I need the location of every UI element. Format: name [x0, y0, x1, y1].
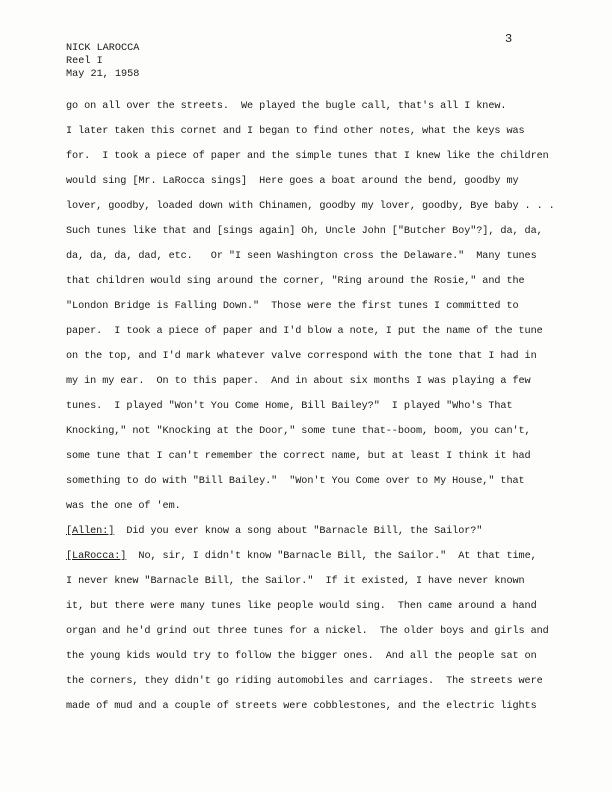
transcript-line: that children would sing around the corner, "Ring around the Rosie," and the [66, 276, 525, 287]
transcript-line: go on all over the streets. We played the bugle call, that's all I knew. [66, 101, 507, 112]
transcript-line: I later taken this cornet and I began to find other notes, what the keys was [66, 126, 525, 137]
transcript-line: some tune that I can't remember the correct name, but at least I think it had [66, 451, 531, 462]
transcript-line: I never knew "Barnacle Bill, the Sailor." If it existed, I have never known [66, 576, 525, 587]
transcript-line: paper. I took a piece of paper and I'd blow a note, I put the name of the tune [66, 326, 543, 337]
interviewee-name: NICK LAROCCA [66, 43, 140, 54]
page-number: 3 [505, 32, 513, 46]
transcript-line: it, but there were many tunes like people would sing. Then came around a hand [66, 601, 537, 612]
transcript-line: the corners, they didn't go riding automobiles and carriages. The streets were [66, 676, 543, 687]
transcript-line: Knocking," not "Knocking at the Door," some tune that--boom, boom, you can't, [66, 426, 531, 437]
transcript-line: was the one of 'em. [66, 501, 181, 512]
reel-label: Reel I [66, 56, 103, 67]
transcript-line: tunes. I played "Won't You Come Home, Bill Bailey?" I played "Who's That [66, 401, 513, 412]
transcript-line: da, da, da, dad, etc. Or "I seen Washington cross the Delaware." Many tunes [66, 251, 537, 262]
transcript-line: something to do with "Bill Bailey." "Won't You Come over to My House," that [66, 476, 525, 487]
speaker-label-larocca: [LaRocca:] [66, 551, 127, 562]
transcript-line: No, sir, I didn't know "Barnacle Bill, the Sailor." At that time, [138, 551, 537, 562]
interview-date: May 21, 1958 [66, 69, 140, 80]
transcript-line: lover, goodby, loaded down with Chinamen, goodby my lover, goodby, Bye baby . . . [66, 201, 555, 212]
speaker-line-larocca [66, 551, 537, 562]
transcript-line: on the top, and I'd mark whatever valve correspond with the tone that I had in [66, 351, 537, 362]
document-header [66, 42, 139, 81]
transcript-line: made of mud and a couple of streets were cobblestones, and the electric lights [66, 701, 537, 712]
transcript-line: Such tunes like that and [sings again] Oh, Uncle John ["Butcher Boy"?], da, da, [66, 226, 543, 237]
transcript-line: Did you ever know a song about "Barnacle Bill, the Sailor?" [126, 526, 483, 537]
speaker-line-allen [66, 526, 482, 537]
transcript-line: would sing [Mr. LaRocca sings] Here goes a boat around the bend, goodby my [66, 176, 519, 187]
transcript-line: the young kids would try to follow the bigger ones. And all the people sat on [66, 651, 537, 662]
speaker-label-allen: [Allen:] [66, 526, 115, 537]
transcript-line: for. I took a piece of paper and the simple tunes that I knew like the children [66, 151, 549, 162]
transcript-line: "London Bridge is Falling Down." Those were the first tunes I committed to [66, 301, 519, 312]
transcript-line: organ and he'd grind out three tunes for a nickel. The older boys and girls and [66, 626, 549, 637]
transcript-line: my in my ear. On to this paper. And in about six months I was playing a few [66, 376, 531, 387]
